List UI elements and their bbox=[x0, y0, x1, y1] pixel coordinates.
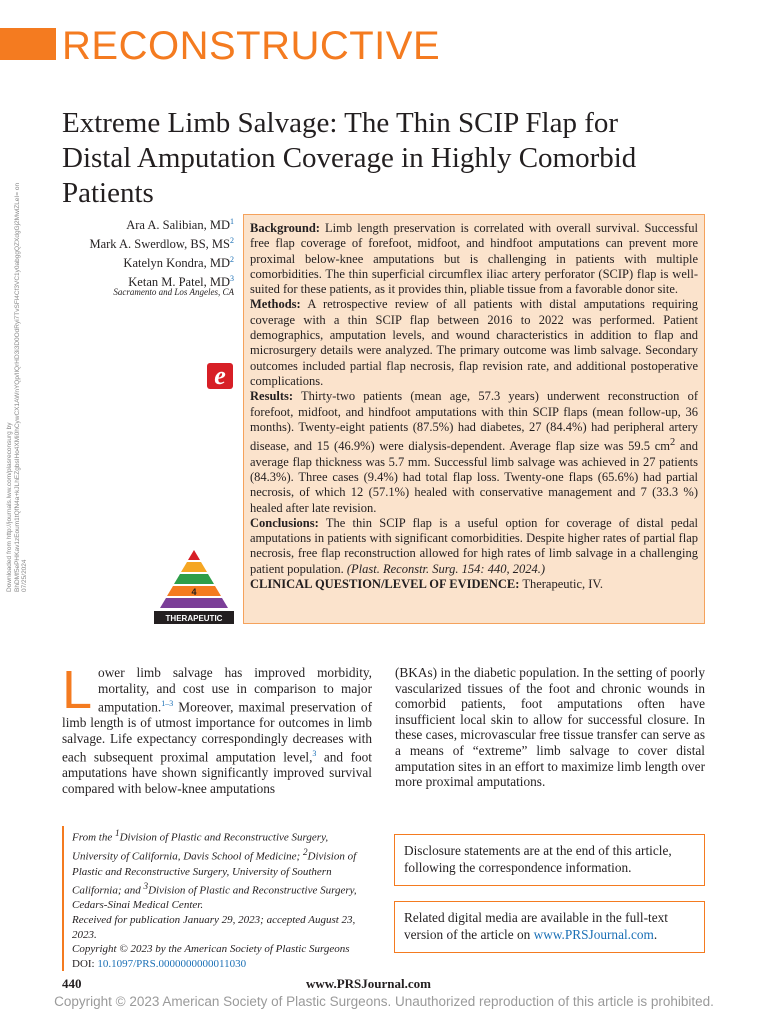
abstract-text: The thin SCIP flap is a useful option for coverage of distal pedal amputations in patients with significant comorbidities. Despite higher rates of partial flap necrosis, free flap reconstruction allowed for high rates of limb salvage in a challenging patient population. bbox=[250, 515, 698, 576]
abstract-background bbox=[250, 221, 698, 297]
abstract-text: Thirty-two patients (mean age, 57.3 years) underwent reconstruction of forefoot, midfoot, and hindfoot amputations with thin SCIP flaps (mean follow-up, 36 months). Twenty-eight patients (87.5%) had diabetes, 27 (84.4%) had peripheral artery disease, and 15 (46.9%) were dialysis-dependent. Average flap size was 59.5 cm bbox=[250, 389, 698, 454]
author-name: Ara A. Salibian, MD bbox=[126, 218, 230, 233]
received-dates: Received for publication January 29, 2023; accepted August 23, 2023. bbox=[72, 913, 356, 941]
evidence-label: THERAPEUTIC bbox=[165, 614, 223, 623]
abstract-text: Therapeutic, IV. bbox=[522, 576, 603, 591]
abstract-evidence bbox=[250, 577, 698, 592]
abstract-text: A retrospective review of all patients with distal amputations requiring coverage with a thin SCIP flap between 2016 to 2022 was performed. Patient demographics, amputation levels, and wound characteristics in addition to flap and microsurgery details were analyzed. The primary outcome was limb salvage. Secondary outcomes included partial flap necrosis, flap revision rate, and additional postoperative complications. bbox=[250, 297, 698, 388]
digital-media-box bbox=[394, 901, 705, 953]
article-title: Extreme Limb Salvage: The Thin SCIP Flap for Distal Amputation Coverage in Highly Comorbid Patients bbox=[62, 107, 637, 209]
media-text: Related digital media are available in the full-text version of the article on bbox=[404, 910, 668, 942]
abstract-text: and average flap thickness was 5.7 mm. Successful limb salvage was achieved in 27 patients (84.3%). Three cases (9.4%) had total flap loss. Twenty-one flaps (65.6%) had partial necrosis, of which 12 (57.1%) healed with conservative management and 7 (33.3 %) healed after late revision. bbox=[250, 439, 698, 515]
doi-link[interactable]: 10.1097/PRS.0000000000011030 bbox=[97, 957, 247, 970]
abstract-text: Limb length preservation is correlated with overall survival. Successful free flap coverage of forefoot, midfoot, and hindfoot amputations can prevent more proximal below-knee amputations but is challenging in patients with multiple comorbidities. The thin superficial circumflex iliac artery perforator (SCIP) flap is well-suited for these patients, as it provides thin, pliable tissue from a favorable donor site. bbox=[250, 221, 699, 297]
citation-link[interactable]: 3 bbox=[312, 749, 317, 759]
evidence-level-number: 4 bbox=[191, 587, 197, 597]
body-column-right bbox=[395, 665, 705, 790]
author-name: Ketan M. Patel, MD bbox=[128, 275, 230, 290]
superscript: 1 bbox=[114, 828, 120, 838]
superscript: 2 bbox=[669, 437, 676, 449]
journal-url[interactable]: www.PRSJournal.com bbox=[306, 976, 431, 991]
abstract-methods bbox=[250, 297, 698, 389]
affiliation-part: Division of Plastic and Reconstructive Surgery, University of California, Davis School of Medicine; bbox=[72, 831, 329, 863]
evidence-pyramid-icon bbox=[152, 548, 236, 626]
superscript: 2 bbox=[302, 847, 308, 858]
affiliations-block bbox=[62, 826, 375, 971]
doi-label: DOI: bbox=[72, 957, 95, 970]
author-line bbox=[62, 214, 234, 233]
drop-cap: L bbox=[62, 660, 93, 720]
affiliation-text bbox=[72, 826, 375, 913]
media-text: . bbox=[653, 927, 658, 942]
author-line bbox=[62, 252, 234, 271]
doi-line bbox=[72, 957, 375, 972]
author-affil-ref[interactable]: 2 bbox=[230, 236, 234, 246]
pyramid-tier-3 bbox=[174, 574, 214, 584]
author-affil-ref[interactable]: 1 bbox=[230, 217, 234, 226]
body-text: ower limb salvage has improved morbidity, mortality, and cost use in comparison to major amputation. bbox=[98, 665, 372, 715]
section-label: RECONSTRUCTIVE bbox=[62, 24, 441, 68]
body-column-left bbox=[62, 660, 372, 797]
author-affil-ref[interactable]: 2 bbox=[230, 255, 234, 265]
body-text: and foot amputations have shown significantly improved survival compared with below-knee amputations bbox=[62, 749, 372, 796]
abstract-heading: Methods: bbox=[250, 297, 301, 312]
abstract-heading: CLINICAL QUESTION/LEVEL OF EVIDENCE: bbox=[250, 576, 520, 591]
section-accent-bar bbox=[0, 28, 56, 60]
citation-link[interactable]: 1–3 bbox=[161, 699, 174, 709]
body-paragraph bbox=[62, 660, 372, 797]
pyramid-tier-2 bbox=[181, 562, 207, 572]
copyright-footer: Copyright © 2023 American Society of Plastic Surgeons. Unauthorized reproduction of this article is prohibited. bbox=[54, 994, 714, 1009]
abstract-box bbox=[243, 214, 705, 624]
disclosure-box: Disclosure statements are at the end of this article, following the correspondence information. bbox=[394, 834, 705, 886]
author-name: Katelyn Kondra, MD bbox=[123, 256, 230, 271]
abstract-heading: Results: bbox=[250, 389, 294, 404]
body-text: Moreover, maximal preservation of limb length is of utmost importance for outcomes in limb salvage. Life expectancy correspondingly decreases with each subsequent proximal amputation level, bbox=[62, 699, 372, 765]
body-paragraph: (BKAs) in the diabetic population. In the setting of poorly vascularized tissues of the foot and chronic wounds in comorbid patients, foot amputations often have insufficient local skin to allow for successful closure. In these cases, microvascular free tissue transfer can serve as a means of “extreme” limb salvage to cover distal amputation sites in an effort to maximize limb length over more proximal amputations. bbox=[395, 665, 705, 790]
author-name: Mark A. Swerdlow, BS, MS bbox=[89, 237, 230, 252]
pyramid-tier-1 bbox=[188, 550, 200, 560]
download-note-text: Downloaded from http://journals.lww.com/plasreconsurg by BhDMf5ePHKav1zEoum1tQfN4a+kJLhEZgbsIHo4XMi0hCywCX1AWnYQp/IlQrHD3i3D0OdRyi7TvSFl4Cf3VC1y0abggQZXdgGj2MwlZLeI= on 07/25/2024 bbox=[6, 182, 28, 592]
author-list bbox=[62, 214, 234, 291]
page-number: 440 bbox=[62, 976, 82, 991]
affiliation-part: From the bbox=[72, 831, 115, 844]
pyramid-tier-5 bbox=[160, 598, 228, 608]
author-line bbox=[62, 233, 234, 252]
digital-media-badge-icon[interactable]: e bbox=[207, 363, 233, 389]
superscript: 3 bbox=[143, 881, 149, 892]
abstract-results bbox=[250, 389, 698, 516]
author-location: Sacramento and Los Angeles, CA bbox=[113, 287, 234, 297]
abstract-heading: Background: bbox=[250, 221, 320, 235]
affiliation-part: Division of Plastic and Reconstructive Surgery, University of Southern California; and bbox=[72, 850, 357, 897]
copyright-line: Copyright © 2023 by the American Society of Plastic Surgeons bbox=[72, 943, 350, 956]
affiliation-part: Division of Plastic and Reconstructive Surgery, Cedars-Sinai Medical Center. bbox=[72, 884, 357, 912]
download-note bbox=[6, 172, 28, 592]
abstract-conclusions bbox=[250, 516, 698, 577]
abstract-heading: Conclusions: bbox=[250, 515, 319, 530]
author-affil-ref[interactable]: 3 bbox=[230, 274, 234, 284]
abstract-citation: (Plast. Reconstr. Surg. 154: 440, 2024.) bbox=[346, 561, 545, 576]
journal-link[interactable]: www.PRSJournal.com bbox=[533, 927, 654, 942]
